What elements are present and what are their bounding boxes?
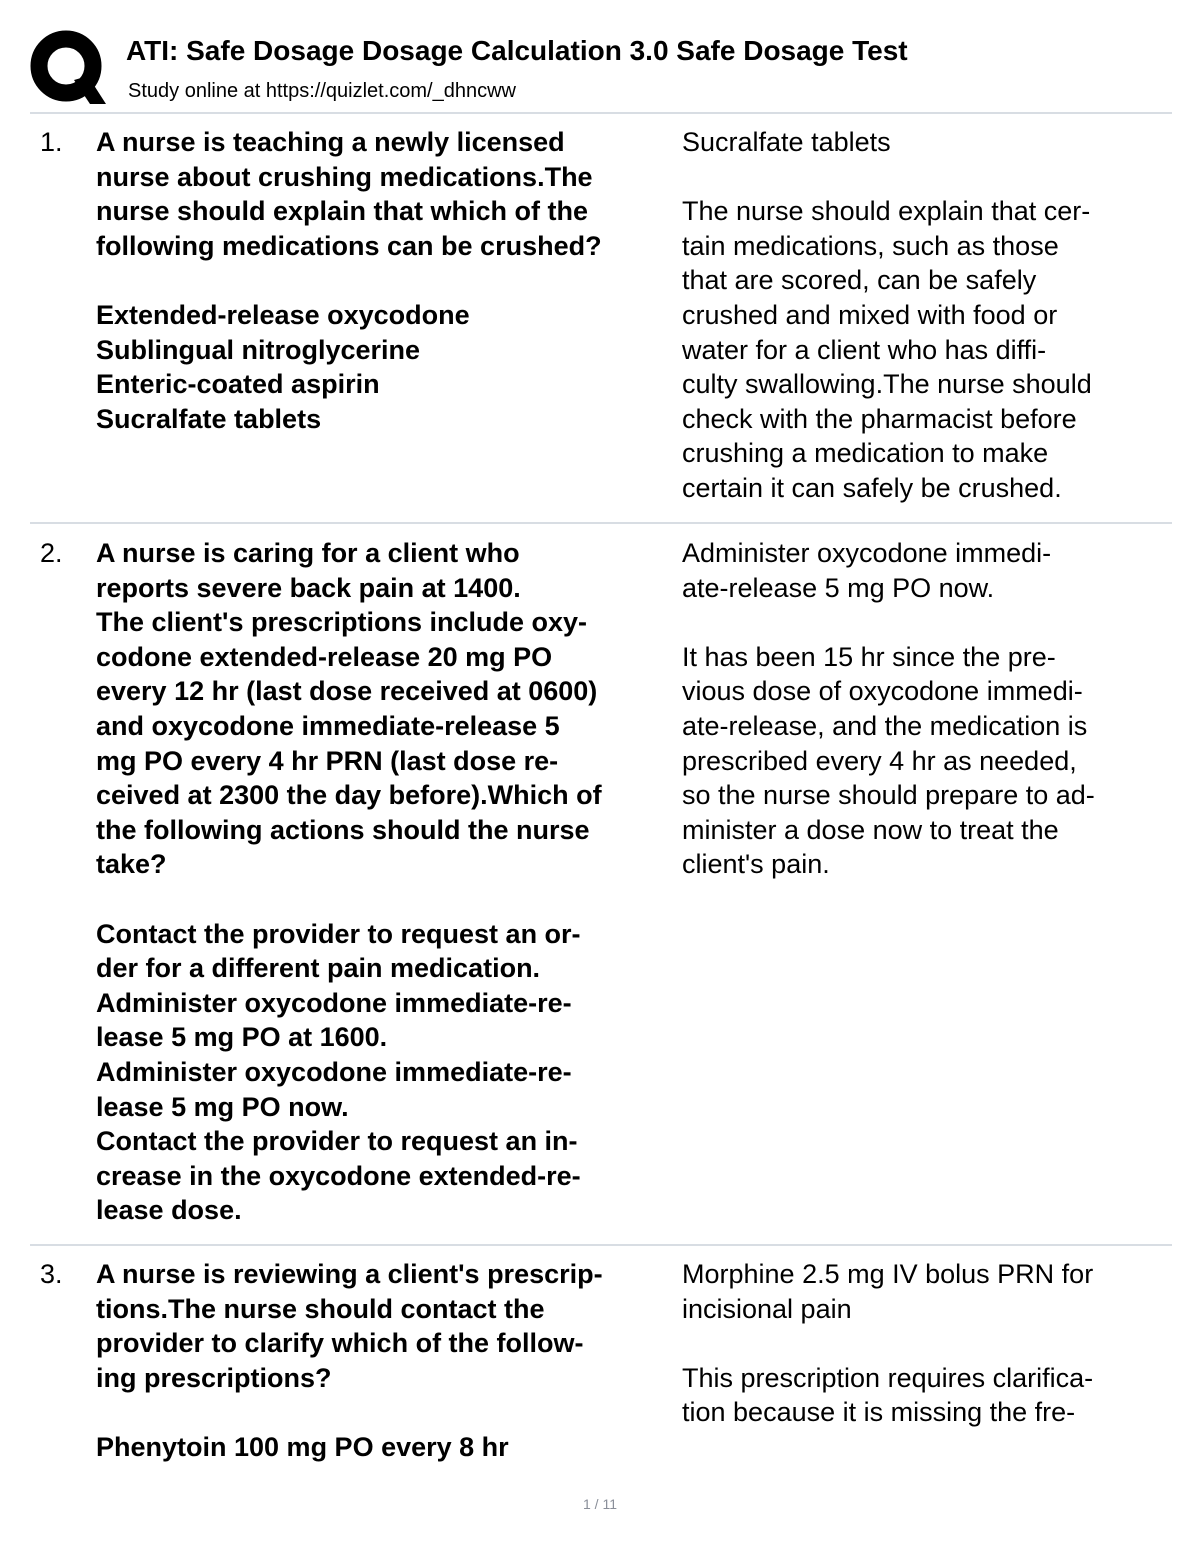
question-line: and oxycodone immediate-release 5: [96, 710, 560, 741]
rationale-line: client's pain.: [682, 849, 830, 880]
correct-answer: Sucralfate tablets: [682, 127, 891, 157]
question-line: tions.The nurse should contact the: [96, 1293, 545, 1324]
question-text: [96, 1257, 676, 1465]
answer-option: Contact the provider to request an in-: [96, 1126, 578, 1157]
answer-option: Extended-release oxycodone: [96, 299, 470, 330]
answer-text: [682, 125, 1172, 506]
divider: [30, 1244, 1172, 1246]
rationale-line: minister a dose now to treat the: [682, 814, 1059, 845]
document-title: ATI: Safe Dosage Dosage Calculation 3.0 Safe Dosage Test: [126, 35, 908, 66]
card-number: 2.: [40, 538, 63, 568]
answer-text: [682, 536, 1172, 882]
correct-answer: incisional pain: [682, 1293, 852, 1324]
study-online-link[interactable]: Study online at https://quizlet.com/_dhncww: [128, 80, 516, 102]
card-number: 3.: [40, 1259, 63, 1289]
rationale-line: It has been 15 hr since the pre-: [682, 641, 1056, 672]
answer-option: Sucralfate tablets: [96, 403, 322, 434]
answer-option: Sublingual nitroglycerine: [96, 334, 421, 365]
question-line: A nurse is teaching a newly licensed: [96, 127, 565, 157]
divider: [30, 112, 1172, 114]
rationale-line: water for a client who has diffi-: [682, 334, 1047, 365]
question-line: The client's prescriptions include oxy-: [96, 607, 588, 638]
card-number: 1.: [40, 127, 63, 157]
question-line: ceived at 2300 the day before).Which of: [96, 780, 602, 811]
question-line: nurse about crushing medications.The: [96, 161, 593, 192]
rationale-line: so the nurse should prepare to ad-: [682, 780, 1095, 811]
question-line: the following actions should the nurse: [96, 814, 590, 845]
rationale-line: crushed and mixed with food or: [682, 299, 1058, 330]
answer-option: lease 5 mg PO at 1600.: [96, 1022, 388, 1053]
rationale-line: crushing a medication to make: [682, 438, 1049, 469]
answer-option: Administer oxycodone immediate-re-: [96, 987, 572, 1018]
correct-answer: ate-release 5 mg PO now.: [682, 572, 995, 603]
question-text: [96, 536, 676, 1228]
question-line: provider to clarify which of the follow-: [96, 1328, 584, 1359]
rationale-line: The nurse should explain that cer-: [682, 196, 1091, 227]
rationale-line: This prescription requires clarifica-: [682, 1362, 1094, 1393]
rationale-line: check with the pharmacist before: [682, 403, 1077, 434]
answer-option: crease in the oxycodone extended-re-: [96, 1160, 581, 1191]
question-line: A nurse is caring for a client who: [96, 538, 520, 568]
question-line: ing prescriptions?: [96, 1362, 332, 1393]
answer-text: [682, 1257, 1172, 1430]
question-text: [96, 125, 676, 436]
rationale-line: tion because it is missing the fre-: [682, 1397, 1076, 1428]
answer-option: lease 5 mg PO now.: [96, 1091, 349, 1122]
rationale-line: tain medications, such as those: [682, 230, 1059, 261]
correct-answer: Morphine 2.5 mg IV bolus PRN for: [682, 1259, 1094, 1289]
divider: [30, 522, 1172, 524]
answer-option: Administer oxycodone immediate-re-: [96, 1056, 572, 1087]
question-line: nurse should explain that which of the: [96, 196, 589, 227]
answer-option: Contact the provider to request an or-: [96, 918, 581, 949]
rationale-line: vious dose of oxycodone immedi-: [682, 676, 1083, 707]
rationale-line: that are scored, can be safely: [682, 265, 1037, 296]
rationale-line: culty swallowing.The nurse should: [682, 369, 1092, 400]
rationale-line: certain it can safely be crushed.: [682, 472, 1062, 503]
answer-option: Enteric-coated aspirin: [96, 369, 380, 400]
question-line: following medications can be crushed?: [96, 230, 602, 261]
answer-option: lease dose.: [96, 1195, 242, 1226]
question-line: reports severe back pain at 1400.: [96, 572, 521, 603]
rationale-line: prescribed every 4 hr as needed,: [682, 745, 1077, 776]
correct-answer: Administer oxycodone immedi-: [682, 538, 1052, 568]
rationale-line: ate-release, and the medication is: [682, 710, 1088, 741]
question-line: A nurse is reviewing a client's prescrip-: [96, 1259, 603, 1289]
question-line: codone extended-release 20 mg PO: [96, 641, 553, 672]
question-line: take?: [96, 849, 167, 880]
question-line: mg PO every 4 hr PRN (last dose re-: [96, 745, 559, 776]
page-indicator: 1 / 11: [583, 1496, 617, 1512]
page-header: [0, 0, 1200, 112]
question-line: every 12 hr (last dose received at 0600): [96, 676, 598, 707]
answer-option: Phenytoin 100 mg PO every 8 hr: [96, 1431, 509, 1462]
quizlet-logo-icon: [30, 30, 106, 106]
answer-option: der for a different pain medication.: [96, 953, 541, 984]
